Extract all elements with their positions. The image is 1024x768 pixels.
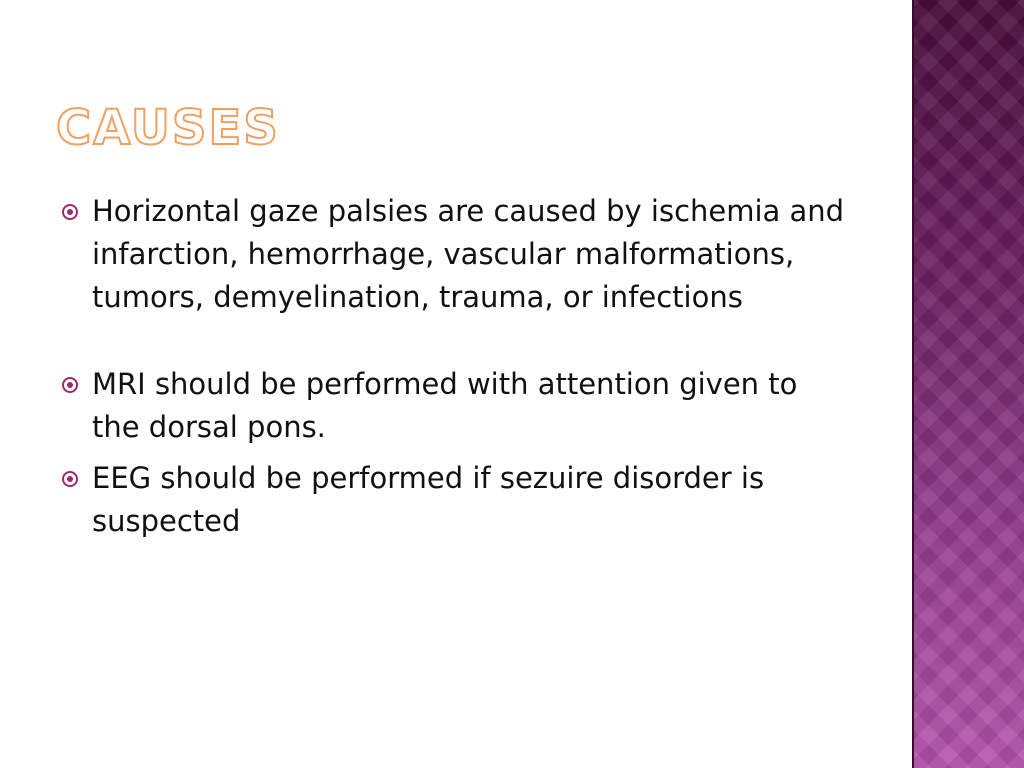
circle-dot-icon	[62, 471, 78, 487]
bullet-text: Horizontal gaze palsies are caused by ischemia and infarction, hemorrhage, vascular malformations, tumors, demyelination, trauma, or infections	[92, 194, 845, 314]
bullet-text: EEG should be performed if sezuire disorder is suspected	[92, 461, 765, 538]
bullet-list	[62, 190, 852, 543]
slide-title: CAUSES	[56, 100, 280, 156]
circle-dot-icon	[62, 204, 78, 220]
bullet-item	[62, 190, 852, 319]
bullet-item	[62, 363, 852, 449]
bullet-text: MRI should be performed with attention given to the dorsal pons.	[92, 367, 798, 444]
side-band-edge	[912, 0, 914, 768]
bullet-item	[62, 457, 852, 543]
decorative-side-band	[912, 0, 1024, 768]
circle-dot-icon	[62, 377, 78, 393]
